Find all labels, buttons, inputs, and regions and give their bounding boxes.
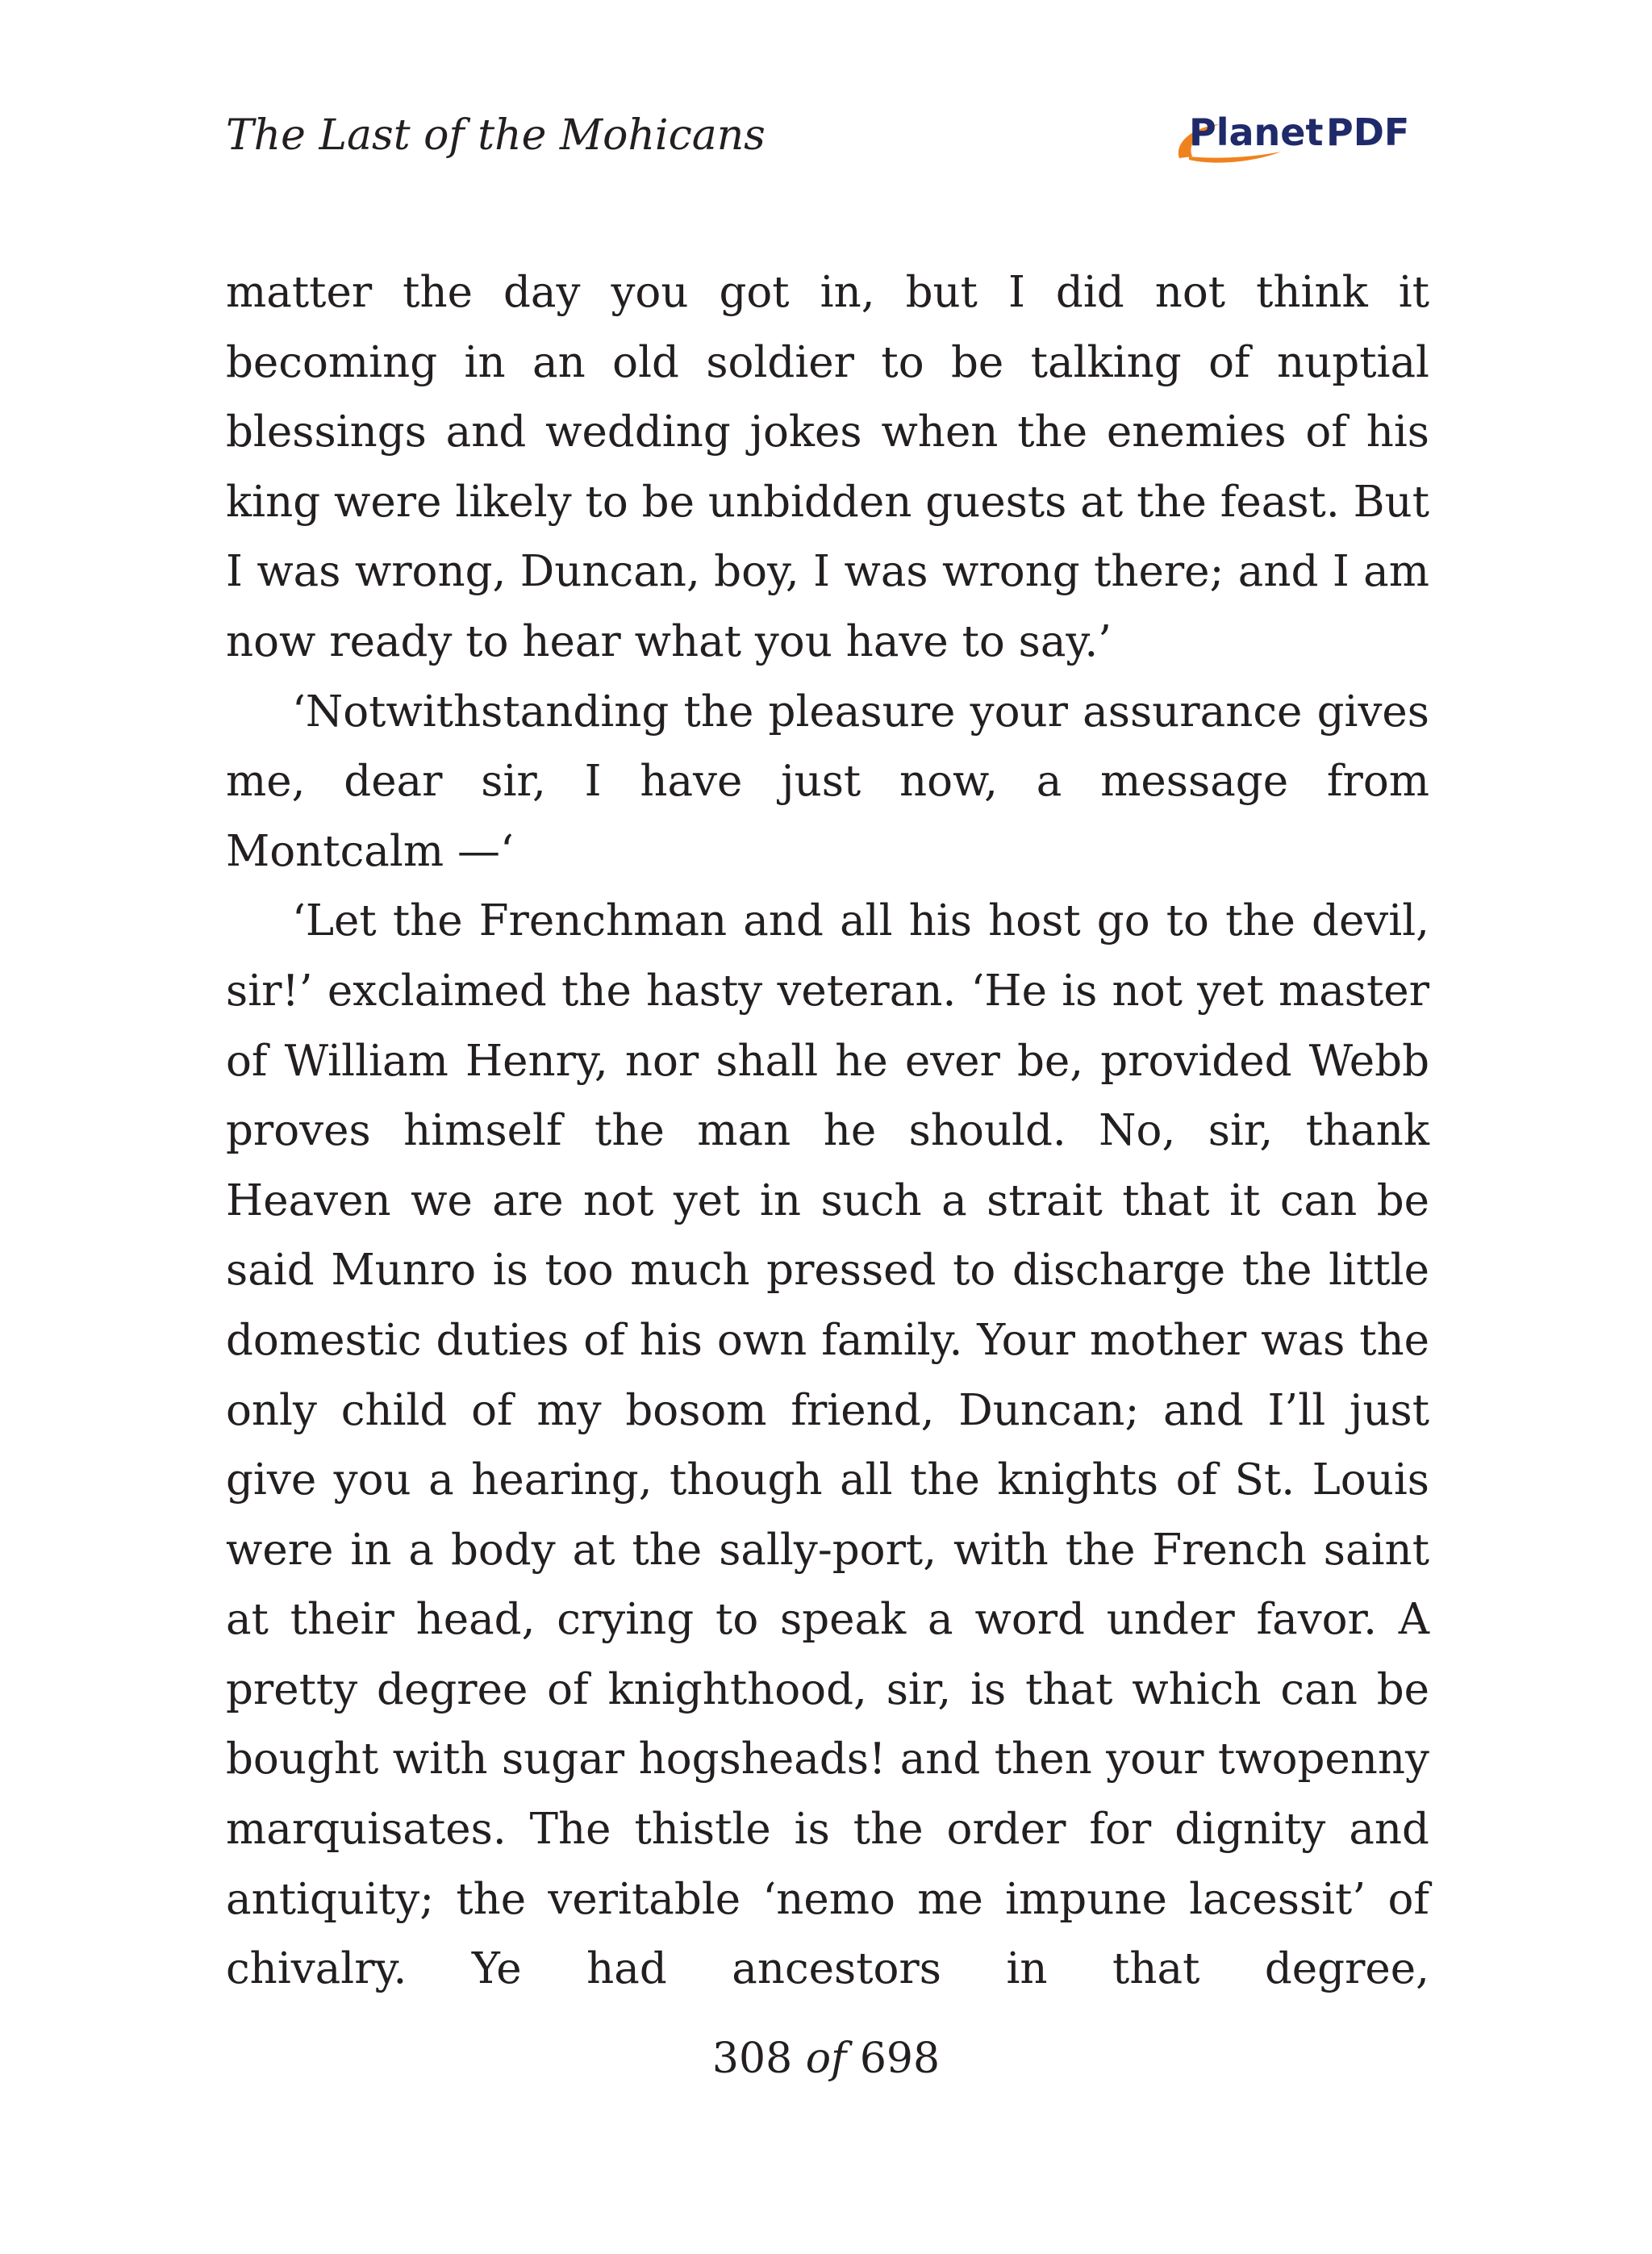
logo-text-planet: Planet: [1189, 111, 1324, 154]
paragraph-3: ‘Let the Frenchman and all his host go to the devil, sir!’ exclaimed the hasty veteran. ‘He is not yet master of William Henry, nor shall he ever be, provided Webb proves himself the man he should. No, sir, thank Heaven we are not yet in such a strait that it can be said Munro is too much pressed to discharge the little domestic duties of his own family. Your mother was the only child of my bosom friend, Duncan; and I’ll just give you a hearing, though all the knights of St. Louis were in a body at the sally-port, with the French saint at their head, crying to speak a word under favor. A pretty degree of knighthood, sir, is that which can be bought with sugar hogsheads! and then your twopenny marquisates. The thistle is the order for dignity and antiquity; the veritable ‘nemo me impune lacessit’ of chivalry. Ye had ancestors in that degree,: [226, 896, 1429, 1994]
paragraph-1: matter the day you got in, but I did not think it becoming in an old soldier to be talking of nuptial blessings and wedding jokes when the enemies of his king were likely to be unbidden guests at the feast. But I was wrong, Duncan, boy, I was wrong there; and I am now ready to hear what you have to say.’: [226, 268, 1429, 666]
current-page-number: 308: [711, 2035, 793, 2083]
logo-text-pdf: PDF: [1326, 111, 1410, 154]
page-number-separator: of: [805, 2035, 847, 2083]
page-number-footer: [0, 2027, 1652, 2091]
body-text: [226, 258, 1429, 2005]
planet-pdf-logo[interactable]: [1168, 103, 1426, 168]
paragraph-2: ‘Notwithstanding the pleasure your assurance gives me, dear sir, I have just now, a message from Montcalm —‘: [226, 687, 1429, 876]
total-page-count: 698: [859, 2035, 941, 2083]
running-header-book-title: The Last of the Mohicans: [226, 111, 766, 160]
